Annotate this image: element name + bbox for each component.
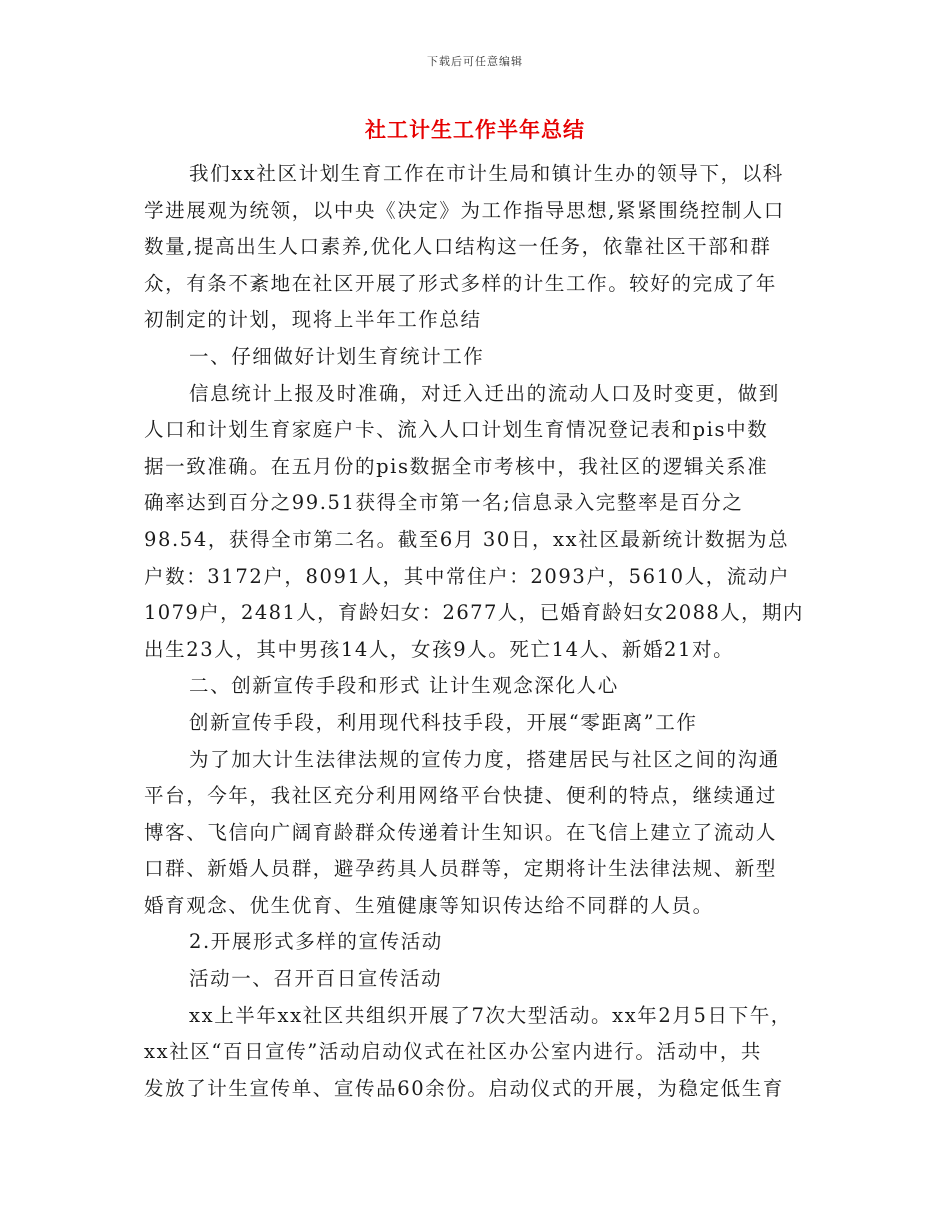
text-line: 信息统计上报及时准确，对迁入迁出的流动人口及时变更，做到 <box>189 381 780 405</box>
text-line: 2.开展形式多样的宣传活动 <box>189 930 443 954</box>
text-line: 98.54，获得全市第二名。截至6月 30日，xx社区最新统计数据为总 <box>144 527 790 551</box>
text-line: 为了加大计生法律法规的宣传力度，搭建居民与社区之间的沟通 <box>189 747 780 771</box>
text-line: 我们xx社区计划生育工作在市计生局和镇计生办的领导下，以科 <box>189 162 784 185</box>
text-line: 确率达到百分之99.51获得全市第一名;信息录入完整率是百分之 <box>144 491 744 515</box>
text-line: 学进展观为统领，以中央《决定》为工作指导思想,紧紧围绕控制人口 <box>144 198 785 222</box>
text-line: 人口和计划生育家庭户卡、流入人口计划生育情况登记表和pis中数 <box>144 418 769 442</box>
text-line: 婚育观念、优生优育、生殖健康等知识传达给不同群的人员。 <box>144 893 714 917</box>
text-line: 户数：3172户，8091人，其中常住户：2093户，5610人，流动户 <box>144 564 791 588</box>
document-title: 社工计生工作半年总结 <box>365 118 585 142</box>
text-line: 平台，今年，我社区充分利用网络平台快捷、便利的特点，继续通过 <box>144 784 778 808</box>
text-line: 据一致准确。在五月份的pis数据全市考核中，我社区的逻辑关系准 <box>144 454 769 478</box>
text-line: 口群、新婚人员群，避孕药具人员群等，定期将计生法律法规、新型 <box>144 857 778 881</box>
text-line: 数量,提高出生人口素养,优化人口结构这一任务，依靠社区干部和群 <box>144 235 772 259</box>
text-line: 博客、飞信向广阔育龄群众传递着计生知识。在飞信上建立了流动人 <box>144 820 778 844</box>
text-line: 一、仔细做好计划生育统计工作 <box>189 344 485 368</box>
text-line: 二、创新宣传手段和形式 让计生观念深化人心 <box>189 674 619 698</box>
text-line: xx社区“百日宣传”活动启动仪式在社区办公室内进行。活动中，共 <box>144 1040 763 1064</box>
text-line: 发放了计生宣传单、宣传品60余份。启动仪式的开展，为稳定低生育 <box>144 1076 784 1100</box>
text-line: 初制定的计划，现将上半年工作总结 <box>144 308 482 332</box>
text-line: 1079户，2481人，育龄妇女：2677人，已婚育龄妇女2088人，期内 <box>144 601 804 625</box>
text-line: 活动一、召开百日宣传活动 <box>189 967 443 991</box>
text-line: 出生23人，其中男孩14人，女孩9人。死亡14人、新婚21对。 <box>144 637 735 661</box>
header-note: 下载后可任意编辑 <box>427 55 523 68</box>
text-line: xx上半年xx社区共组织开展了7次大型活动。xx年2月5日下午， <box>189 1003 792 1027</box>
document-body <box>144 156 806 1107</box>
text-line: 众，有条不紊地在社区开展了形式多样的计生工作。较好的完成了年 <box>144 271 778 295</box>
text-line: 创新宣传手段，利用现代科技手段，开展“零距离”工作 <box>189 710 698 734</box>
